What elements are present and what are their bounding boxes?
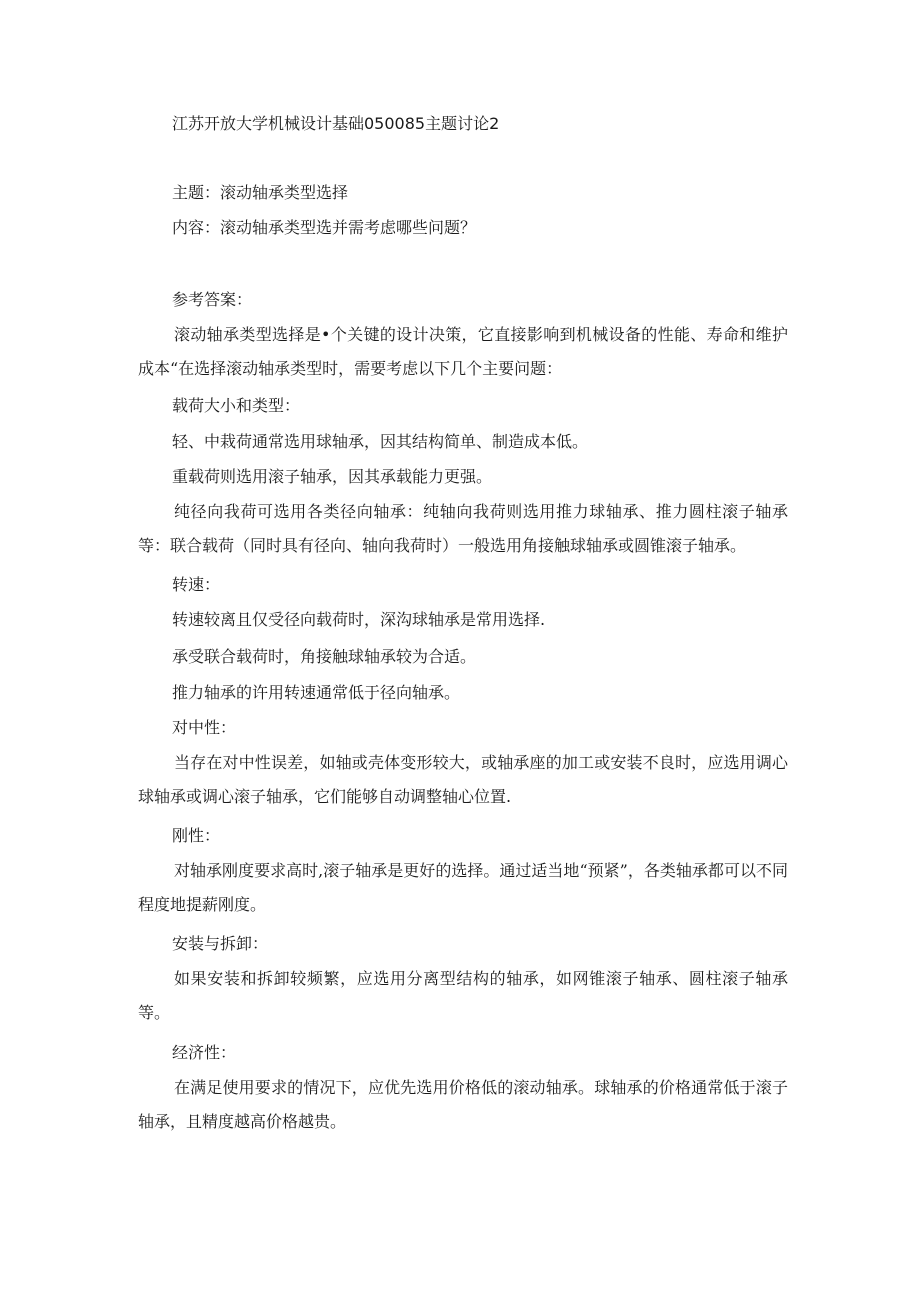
load-paragraph-2: 重载荷则选用滚子轴承，因其承载能力更强。 (172, 467, 493, 486)
mounting-paragraph: 如果安装和拆卸较频繁，应选用分离型结构的轴承，如网锥滚子轴承、圆柱滚子轴承等。 (138, 969, 788, 1022)
content-line: 内容：滚动轴承类型选并需考虑哪些问题？ (172, 218, 477, 237)
speed-heading: 转速： (172, 575, 221, 594)
speed-paragraph-2: 承受联合载荷时，角接触球轴承较为合适。 (172, 647, 477, 666)
intro-paragraph: 滚动轴承类型选择是•个关键的设计决策，它直接影响到机械设备的性能、寿命和维护成本“在选择滚动轴承类型时，需要考虑以下几个主要问题： (138, 325, 788, 378)
topic-line: 主题：滚动轴承类型选择 (172, 183, 349, 202)
economy-paragraph: 在满足使用要求的情况下，应优先选用价格低的滚动轴承。球轴承的价格通常低于滚子轴承，且精度越高价格越贵。 (138, 1078, 788, 1131)
alignment-heading: 对中性： (172, 718, 237, 737)
answer-heading: 参考答案： (172, 290, 253, 309)
load-paragraph-1: 轻、中栽荷通常选用球轴承，因其结构简单、制造成本低。 (172, 432, 589, 451)
mounting-heading: 安装与拆卸： (172, 934, 269, 953)
economy-heading: 经济性： (172, 1043, 237, 1062)
document-title: 江苏开放大学机械设计基础050085主题讨论2 (172, 114, 500, 133)
speed-paragraph-1: 转速较离且仅受径向载荷时，深沟球轴承是常用选择. (172, 610, 546, 629)
speed-paragraph-3: 推力轴承的许用转速通常低于径向轴承。 (172, 683, 461, 702)
rigidity-heading: 刚性： (172, 826, 221, 845)
load-heading: 载荷大小和类型： (172, 396, 301, 415)
rigidity-paragraph: 对轴承刚度要求高时,滚子轴承是更好的选择。通过适当地“预紧”，各类轴承都可以不同程度地提薪刚度。 (138, 861, 788, 914)
alignment-paragraph: 当存在对中性误差，如轴或壳体变形较大，或轴承座的加工或安装不良时，应选用调心球轴承或调心滚子轴承，它们能够自动调整轴心位置. (138, 753, 788, 806)
load-paragraph-3: 纯径向我荷可选用各类径向轴承：纯轴向我荷则选用推力球轴承、推力圆柱滚子轴承等：联合载荷（同时具有径向、轴向我荷时）一般选用角接触球轴承或圆锥滚子轴承。 (138, 502, 788, 555)
